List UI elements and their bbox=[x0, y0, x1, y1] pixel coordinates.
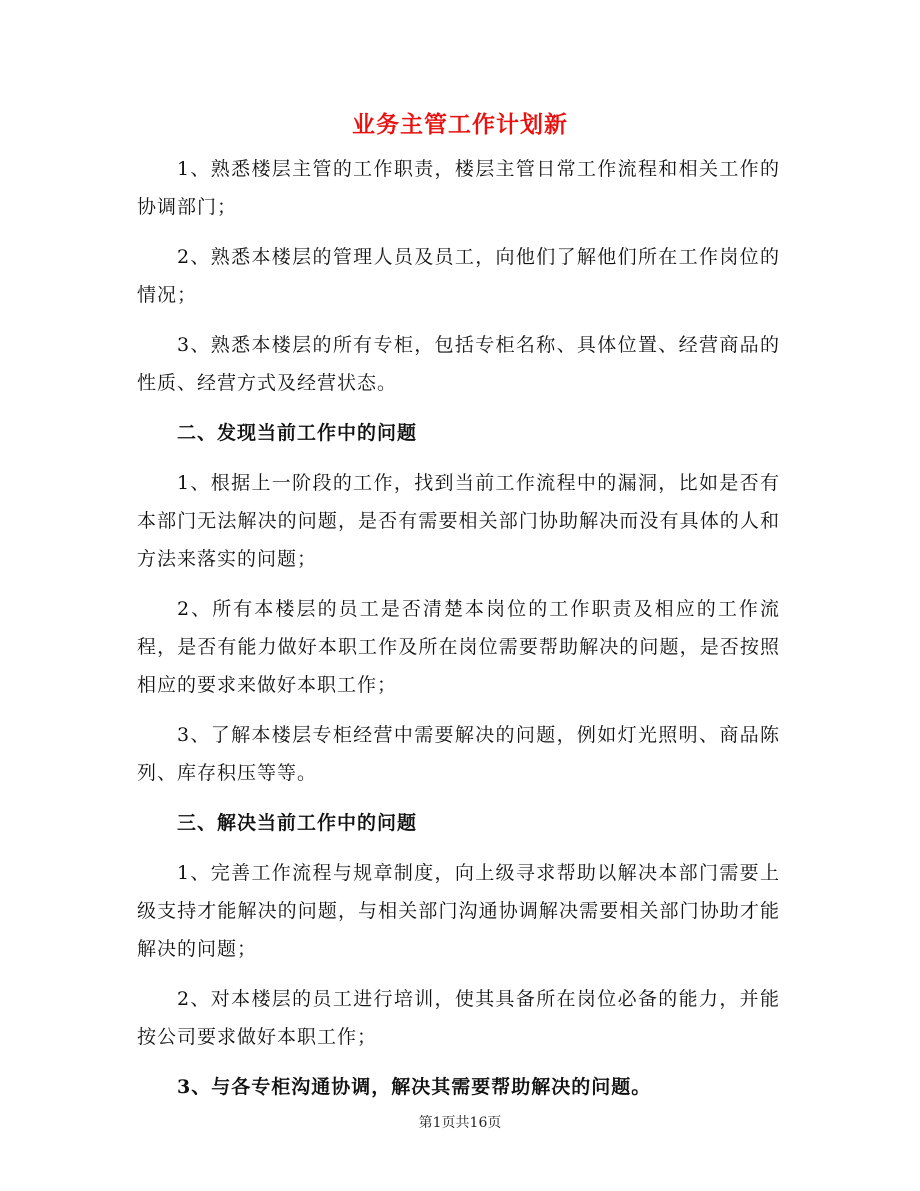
section2-paragraph-3: 3、了解本楼层专柜经营中需要解决的问题，例如灯光照明、商品陈列、库存积压等等。 bbox=[137, 724, 780, 784]
paragraph-2: 2、熟悉本楼层的管理人员及员工，向他们了解他们所在工作岗位的情况； bbox=[137, 246, 780, 306]
paragraph-3: 3、熟悉本楼层的所有专柜，包括专柜名称、具体位置、经营商品的性质、经营方式及经营状态。 bbox=[137, 334, 780, 394]
section3-paragraph-2: 2、对本楼层的员工进行培训，使其具备所在岗位必备的能力，并能按公司要求做好本职工作； bbox=[137, 988, 780, 1048]
section-heading-2: 二、发现当前工作中的问题 bbox=[177, 422, 418, 444]
paragraph-1: 1、熟悉楼层主管的工作职责，楼层主管日常工作流程和相关工作的协调部门； bbox=[137, 158, 780, 218]
document-title: 业务主管工作计划新 bbox=[352, 111, 568, 138]
section-heading-3: 三、解决当前工作中的问题 bbox=[177, 812, 418, 834]
section3-paragraph-3: 3、与各专柜沟通协调，解决其需要帮助解决的问题。 bbox=[177, 1076, 652, 1098]
section2-paragraph-2: 2、所有本楼层的员工是否清楚本岗位的工作职责及相应的工作流程，是否有能力做好本职工作及所在岗位需要帮助解决的问题，是否按照相应的要求来做好本职工作； bbox=[137, 598, 780, 696]
document-body bbox=[137, 150, 780, 1118]
page-number: 第1页共16页 bbox=[418, 1115, 502, 1131]
section3-paragraph-1: 1、完善工作流程与规章制度，向上级寻求帮助以解决本部门需要上级支持才能解决的问题，与相关部门沟通协调解决需要相关部门协助才能解决的问题； bbox=[137, 862, 780, 960]
section2-paragraph-1: 1、根据上一阶段的工作，找到当前工作流程中的漏洞，比如是否有本部门无法解决的问题，是否有需要相关部门协助解决而没有具体的人和方法来落实的问题； bbox=[137, 472, 780, 570]
